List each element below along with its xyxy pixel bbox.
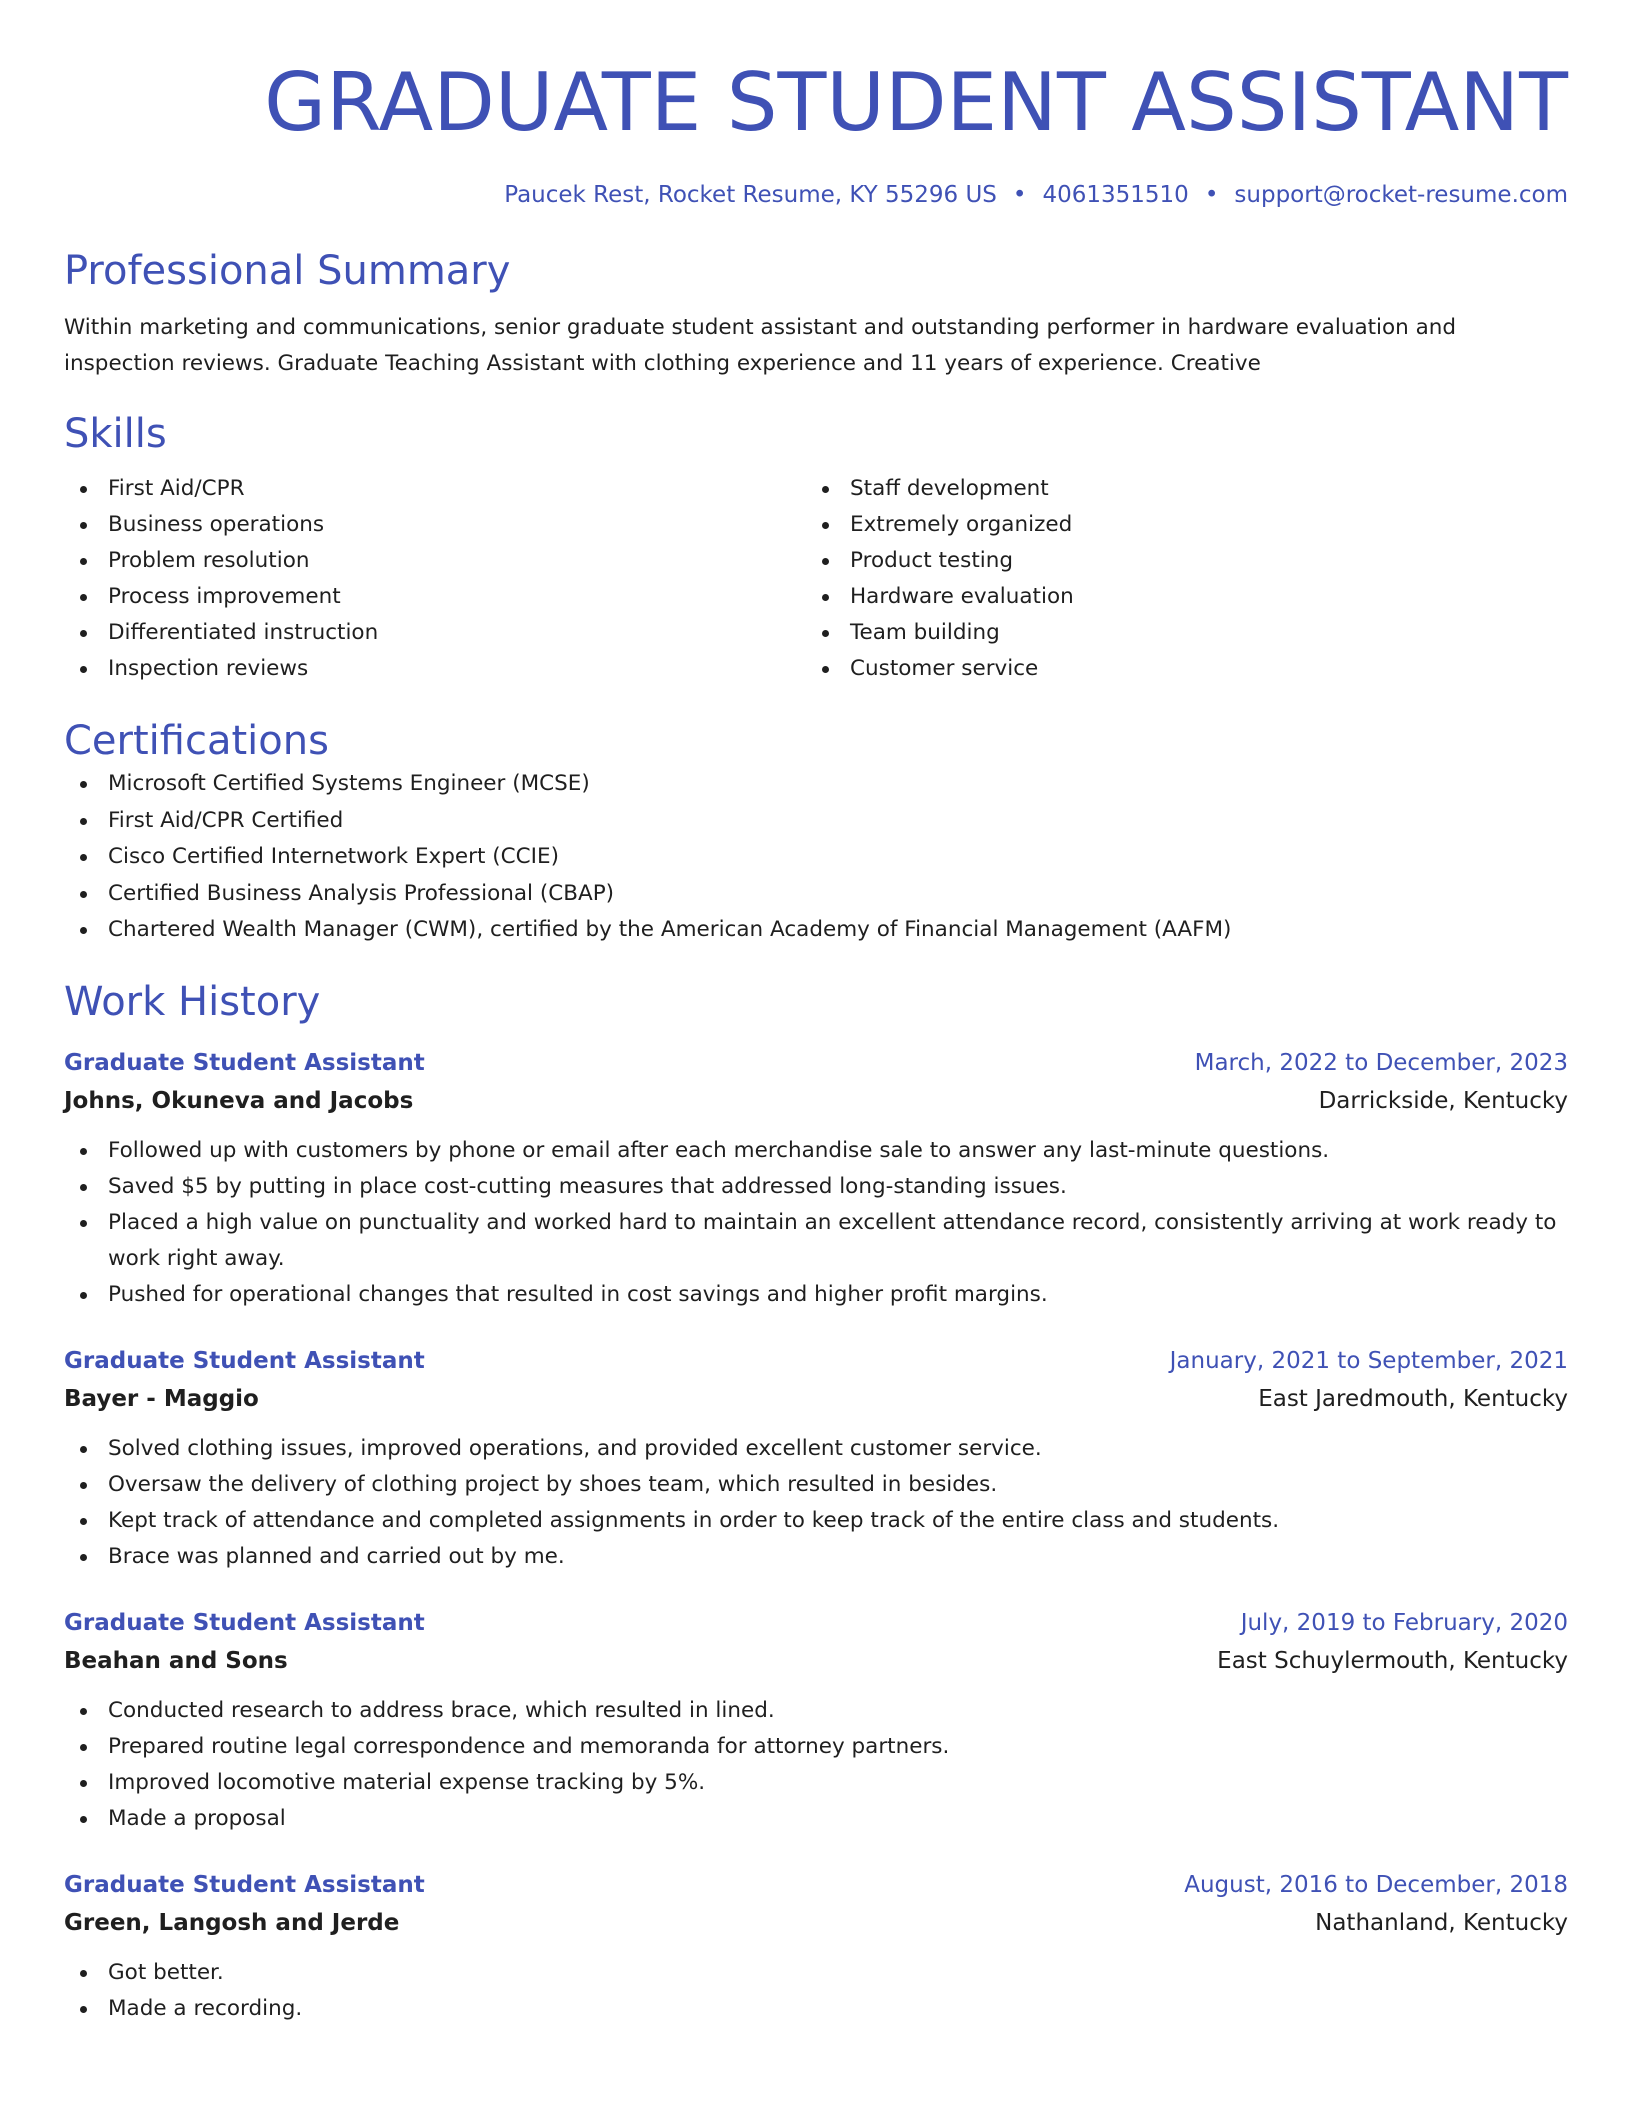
job-entry <box>64 1045 1568 1313</box>
job-header-row <box>64 1343 1568 1379</box>
job-company-row <box>64 1379 1568 1419</box>
skill-item: Team building <box>806 615 1548 651</box>
job-duties-list <box>64 1133 1568 1313</box>
job-dates: March, 2022 to December, 2023 <box>1194 1050 1568 1076</box>
skill-item: Product testing <box>806 543 1548 579</box>
skills-list <box>64 471 1568 687</box>
certification-item: Cisco Certified Internetwork Expert (CCIE) <box>64 839 1568 875</box>
contact-email: support@rocket-resume.com <box>1234 182 1568 208</box>
summary-text: Within marketing and communications, senior graduate student assistant and outstanding performer in hardware evaluation and inspection reviews. Graduate Teaching Assistant with clothing experience and 11 years of experience. Creative <box>64 315 1457 376</box>
job-header-row <box>64 1867 1568 1903</box>
certification-item: Chartered Wealth Manager (CWM), certified by the American Academy of Financial Management (AAFM) <box>64 912 1568 948</box>
skill-item: Customer service <box>806 651 1548 687</box>
job-location: Nathanland, Kentucky <box>1315 1910 1568 1936</box>
job-company: Green, Langosh and Jerde <box>64 1910 400 1936</box>
skills-column-left <box>64 471 806 687</box>
certification-item: Microsoft Certified Systems Engineer (MCSE) <box>64 766 1568 802</box>
job-duty-item: Conducted research to address brace, which resulted in lined. <box>64 1693 1568 1729</box>
job-duty-item: Solved clothing issues, improved operations, and provided excellent customer service. <box>64 1431 1568 1467</box>
job-duty-item: Saved $5 by putting in place cost-cutting measures that addressed long-standing issues. <box>64 1169 1568 1205</box>
job-duty-item: Prepared routine legal correspondence and memoranda for attorney partners. <box>64 1729 1568 1765</box>
skill-item: Differentiated instruction <box>64 615 806 651</box>
skill-item: Extremely organized <box>806 507 1548 543</box>
job-duty-item: Improved locomotive material expense tracking by 5%. <box>64 1765 1568 1801</box>
job-location: East Jaredmouth, Kentucky <box>1258 1386 1568 1412</box>
job-entry <box>64 1605 1568 1837</box>
job-duty-item: Made a proposal <box>64 1801 1568 1837</box>
job-company-row <box>64 1081 1568 1121</box>
job-company: Johns, Okuneva and Jacobs <box>64 1088 414 1114</box>
job-title: Graduate Student Assistant <box>64 1872 425 1898</box>
contact-phone: 4061351510 <box>1042 182 1189 208</box>
skill-item: Staff development <box>806 471 1548 507</box>
job-duties-list <box>64 1693 1568 1837</box>
certifications-list <box>64 766 1568 948</box>
job-duties-list <box>64 1431 1568 1575</box>
certifications-heading: Certifications <box>64 718 329 764</box>
job-duty-item: Brace was planned and carried out by me. <box>64 1539 1568 1575</box>
job-entry <box>64 1343 1568 1575</box>
skill-item: Hardware evaluation <box>806 579 1548 615</box>
separator: • <box>1204 182 1219 208</box>
job-duty-item: Placed a high value on punctuality and worked hard to maintain an excellent attendance record, consistently arriving at work ready to work right away. <box>64 1205 1568 1277</box>
job-header-row <box>64 1605 1568 1641</box>
skill-item: First Aid/CPR <box>64 471 806 507</box>
contact-address: Paucek Rest, Rocket Resume, KY 55296 US <box>504 182 997 208</box>
contact-line <box>64 178 1568 212</box>
job-company: Beahan and Sons <box>64 1648 288 1674</box>
skills-column-right <box>806 471 1548 687</box>
job-dates: July, 2019 to February, 2020 <box>1240 1610 1568 1636</box>
job-location: East Schuylermouth, Kentucky <box>1217 1648 1568 1674</box>
skill-item: Problem resolution <box>64 543 806 579</box>
work-history-heading: Work History <box>64 979 321 1025</box>
job-duty-item: Pushed for operational changes that resulted in cost savings and higher profit margins. <box>64 1277 1568 1313</box>
job-duty-item: Made a recording. <box>64 1991 1568 2027</box>
work-history-list <box>64 1045 1568 2027</box>
job-entry <box>64 1867 1568 2027</box>
job-title: Graduate Student Assistant <box>64 1348 425 1374</box>
separator: • <box>1012 182 1027 208</box>
job-duty-item: Followed up with customers by phone or email after each merchandise sale to answer any last-minute questions. <box>64 1133 1568 1169</box>
certification-item: First Aid/CPR Certified <box>64 803 1568 839</box>
job-dates: January, 2021 to September, 2021 <box>1169 1348 1568 1374</box>
job-duty-item: Kept track of attendance and completed assignments in order to keep track of the entire class and students. <box>64 1503 1568 1539</box>
job-title: Graduate Student Assistant <box>64 1610 425 1636</box>
job-duties-list <box>64 1955 1568 2027</box>
job-header-row <box>64 1045 1568 1081</box>
resume-name: GRADUATE STUDENT ASSISTANT <box>264 56 1568 149</box>
resume-page <box>64 0 1568 2027</box>
job-dates: August, 2016 to December, 2018 <box>1184 1872 1568 1898</box>
skill-item: Inspection reviews <box>64 651 806 687</box>
skill-item: Process improvement <box>64 579 806 615</box>
job-duty-item: Got better. <box>64 1955 1568 1991</box>
job-company: Bayer - Maggio <box>64 1386 259 1412</box>
job-location: Darrickside, Kentucky <box>1318 1088 1568 1114</box>
job-title: Graduate Student Assistant <box>64 1050 425 1076</box>
job-duty-item: Oversaw the delivery of clothing project by shoes team, which resulted in besides. <box>64 1467 1568 1503</box>
skill-item: Business operations <box>64 507 806 543</box>
job-company-row <box>64 1903 1568 1943</box>
certification-item: Certified Business Analysis Professional (CBAP) <box>64 876 1568 912</box>
summary-heading: Professional Summary <box>64 248 511 294</box>
skills-heading: Skills <box>64 411 167 457</box>
job-company-row <box>64 1641 1568 1681</box>
